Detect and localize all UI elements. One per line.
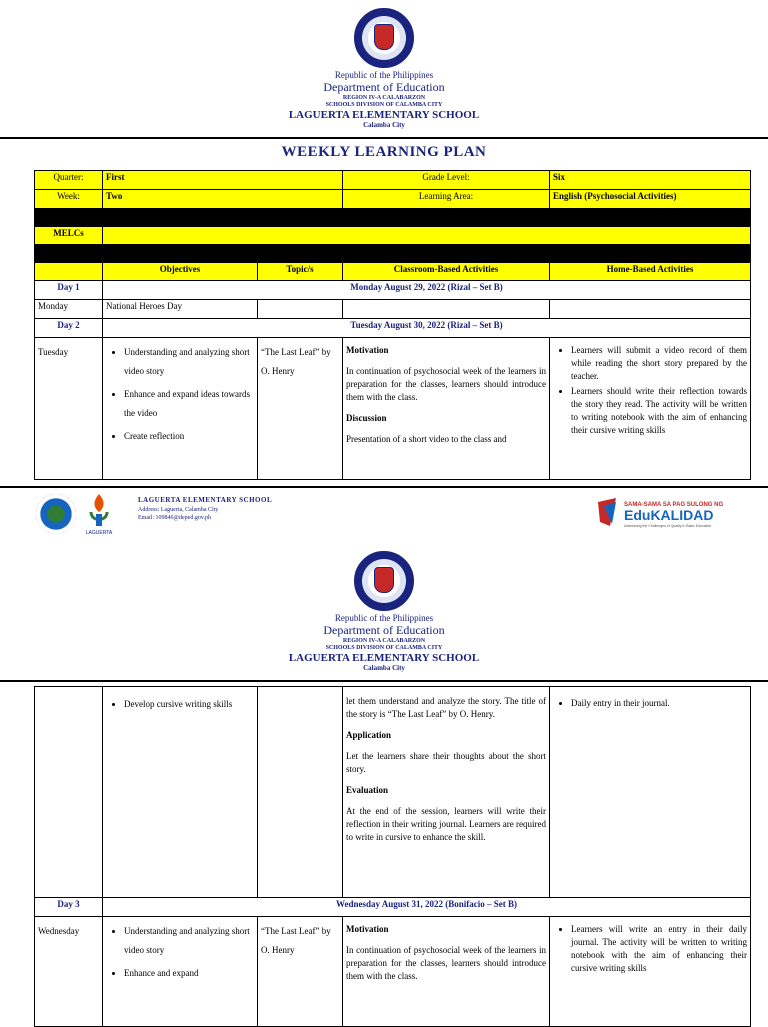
day2-weekday: Tuesday (35, 338, 103, 480)
col-topics: Topic/s (258, 263, 343, 281)
week-label: Week: (35, 190, 103, 209)
discussion-text: Presentation of a short video to the class and (346, 434, 507, 444)
page2-header (0, 551, 768, 672)
edu-sub-text: Addressing the Challenges of Quality in Basic Education (624, 524, 712, 528)
page-title: WEEKLY LEARNING PLAN (281, 144, 487, 160)
motivation-text: In continuation of psychosocial week of the learners in preparation for the classes, learners should introduce them with the class. (346, 945, 546, 981)
empty-cell (258, 687, 343, 898)
deped-seal-icon (354, 8, 414, 68)
republic-line: Republic of the Philippines (334, 613, 434, 623)
school-logo-icon (36, 494, 76, 534)
col-classroom: Classroom-Based Activities (343, 263, 550, 281)
footer-school-name: LAGUERTA ELEMENTARY SCHOOL (138, 496, 273, 504)
day3-weekday: Wednesday (35, 917, 103, 1027)
page1-footer (0, 486, 768, 544)
day2-home-activities (553, 344, 747, 437)
region-line: REGION IV-A CALABARZON (342, 638, 426, 644)
city-line: Calamba City (363, 664, 405, 672)
school-name: LAGUERTA ELEMENTARY SCHOOL (288, 109, 480, 121)
day2-topic: “The Last Leaf” by O. Henry (258, 338, 343, 480)
day3-date: Wednesday August 31, 2022 (Bonifacio – Set B) (103, 898, 751, 917)
day3-topic: “The Last Leaf” by O. Henry (258, 917, 343, 1027)
day1-note: National Heroes Day (103, 300, 258, 319)
empty-cell (258, 300, 343, 319)
day3-home-activities (553, 923, 747, 975)
department-line: Department of Education (323, 623, 445, 637)
city-line: Calamba City (363, 121, 405, 129)
home-item: • Learners will submit a video record of them while reading the short story prepared by the teacher. (571, 344, 747, 383)
objective-item: • Enhance and expand ideas towards the video (124, 385, 254, 423)
quarter-label: Quarter: (35, 171, 103, 190)
edukalidad-logo-icon (596, 496, 736, 530)
day3-label: Day 3 (35, 898, 103, 917)
black-band (35, 245, 751, 263)
republic-line: Republic of the Philippines (334, 70, 434, 80)
division-line: SCHOOLS DIVISION OF CALAMBA CITY (325, 645, 443, 651)
header-divider (0, 137, 768, 139)
discussion-text-cont: let them understand and analyze the story. The title of the story is “The Last Leaf” by O. Henry. (346, 696, 546, 719)
objective-item: • Enhance and expand (124, 964, 254, 983)
week-value: Two (103, 190, 343, 209)
header-blank (35, 263, 103, 281)
day2-label: Day 2 (35, 319, 103, 338)
empty-cell (343, 300, 550, 319)
melcs-label: MELCs (35, 227, 103, 245)
laguerta-emblem-icon (84, 490, 114, 536)
day2-date: Tuesday August 30, 2022 (Rizal – Set B) (103, 319, 751, 338)
day1-weekday: Monday (35, 300, 103, 319)
region-line: REGION IV-A CALABARZON (342, 95, 426, 101)
area-label: Learning Area: (343, 190, 550, 209)
page1-header (0, 8, 768, 129)
home-item: • Daily entry in their journal. (571, 697, 747, 710)
header-divider (0, 680, 768, 682)
school-name: LAGUERTA ELEMENTARY SCHOOL (288, 652, 480, 664)
col-objectives: Objectives (103, 263, 258, 281)
quarter-value: First (103, 171, 343, 190)
motivation-heading: Motivation (346, 924, 389, 934)
day2-objectives (106, 343, 254, 446)
footer-email: Email: 109846@deped.gov.ph (138, 515, 211, 521)
day1-label: Day 1 (35, 281, 103, 300)
objective-item: • Understanding and analyzing short video story (124, 343, 254, 381)
empty-cell (35, 687, 103, 898)
department-line: Department of Education (323, 80, 445, 94)
melcs-value (103, 227, 751, 245)
col-home: Home-Based Activities (550, 263, 751, 281)
emblem-label: LAGUERTA (85, 530, 113, 536)
day3-objectives (106, 922, 254, 983)
day1-date: Monday August 29, 2022 (Rizal – Set B) (103, 281, 751, 300)
application-heading: Application (346, 730, 392, 740)
evaluation-text: At the end of the session, learners will write their reflection in their writing journal. Learners are required to write in cursive to enhance the skill. (346, 806, 546, 842)
evaluation-heading: Evaluation (346, 785, 389, 795)
grade-label: Grade Level: (343, 171, 550, 190)
home-item: • Learners should write their reflection towards the story they read. The activity will be written to writing notebook with the aim of enhancing their cursive writing skills (571, 385, 747, 437)
motivation-text: In continuation of psychosocial week of the learners in preparation for the classes, learners should introduce them with the class. (346, 366, 546, 402)
application-text: Let the learners share their thoughts about the short story. (346, 751, 546, 774)
objective-item: • Create reflection (124, 427, 254, 446)
objective-item: • Develop cursive writing skills (124, 695, 254, 714)
motivation-heading: Motivation (346, 345, 389, 355)
division-line: SCHOOLS DIVISION OF CALAMBA CITY (325, 102, 443, 108)
footer-address: Address: Laguerta, Calamba City (138, 507, 219, 513)
empty-cell (550, 300, 751, 319)
plan-table-page2 (34, 686, 751, 1027)
grade-value: Six (550, 171, 751, 190)
black-band (35, 209, 751, 227)
deped-seal-icon (354, 551, 414, 611)
area-value: English (Psychosocial Activities) (550, 190, 751, 209)
edu-main-text: EduKALIDAD (624, 507, 714, 523)
objective-item: • Understanding and analyzing short video story (124, 922, 254, 960)
plan-table-page1 (34, 170, 751, 480)
home-item: • Learners will write an entry in their daily journal. The activity will be written to writing notebook with the aim of enhancing their cursive writing skills (571, 923, 747, 975)
discussion-heading: Discussion (346, 413, 387, 423)
page2-objectives (106, 695, 254, 714)
edu-top-text: SAMA-SAMA SA PAG SULONG NG (624, 502, 724, 508)
page2-home-activities (553, 697, 747, 710)
